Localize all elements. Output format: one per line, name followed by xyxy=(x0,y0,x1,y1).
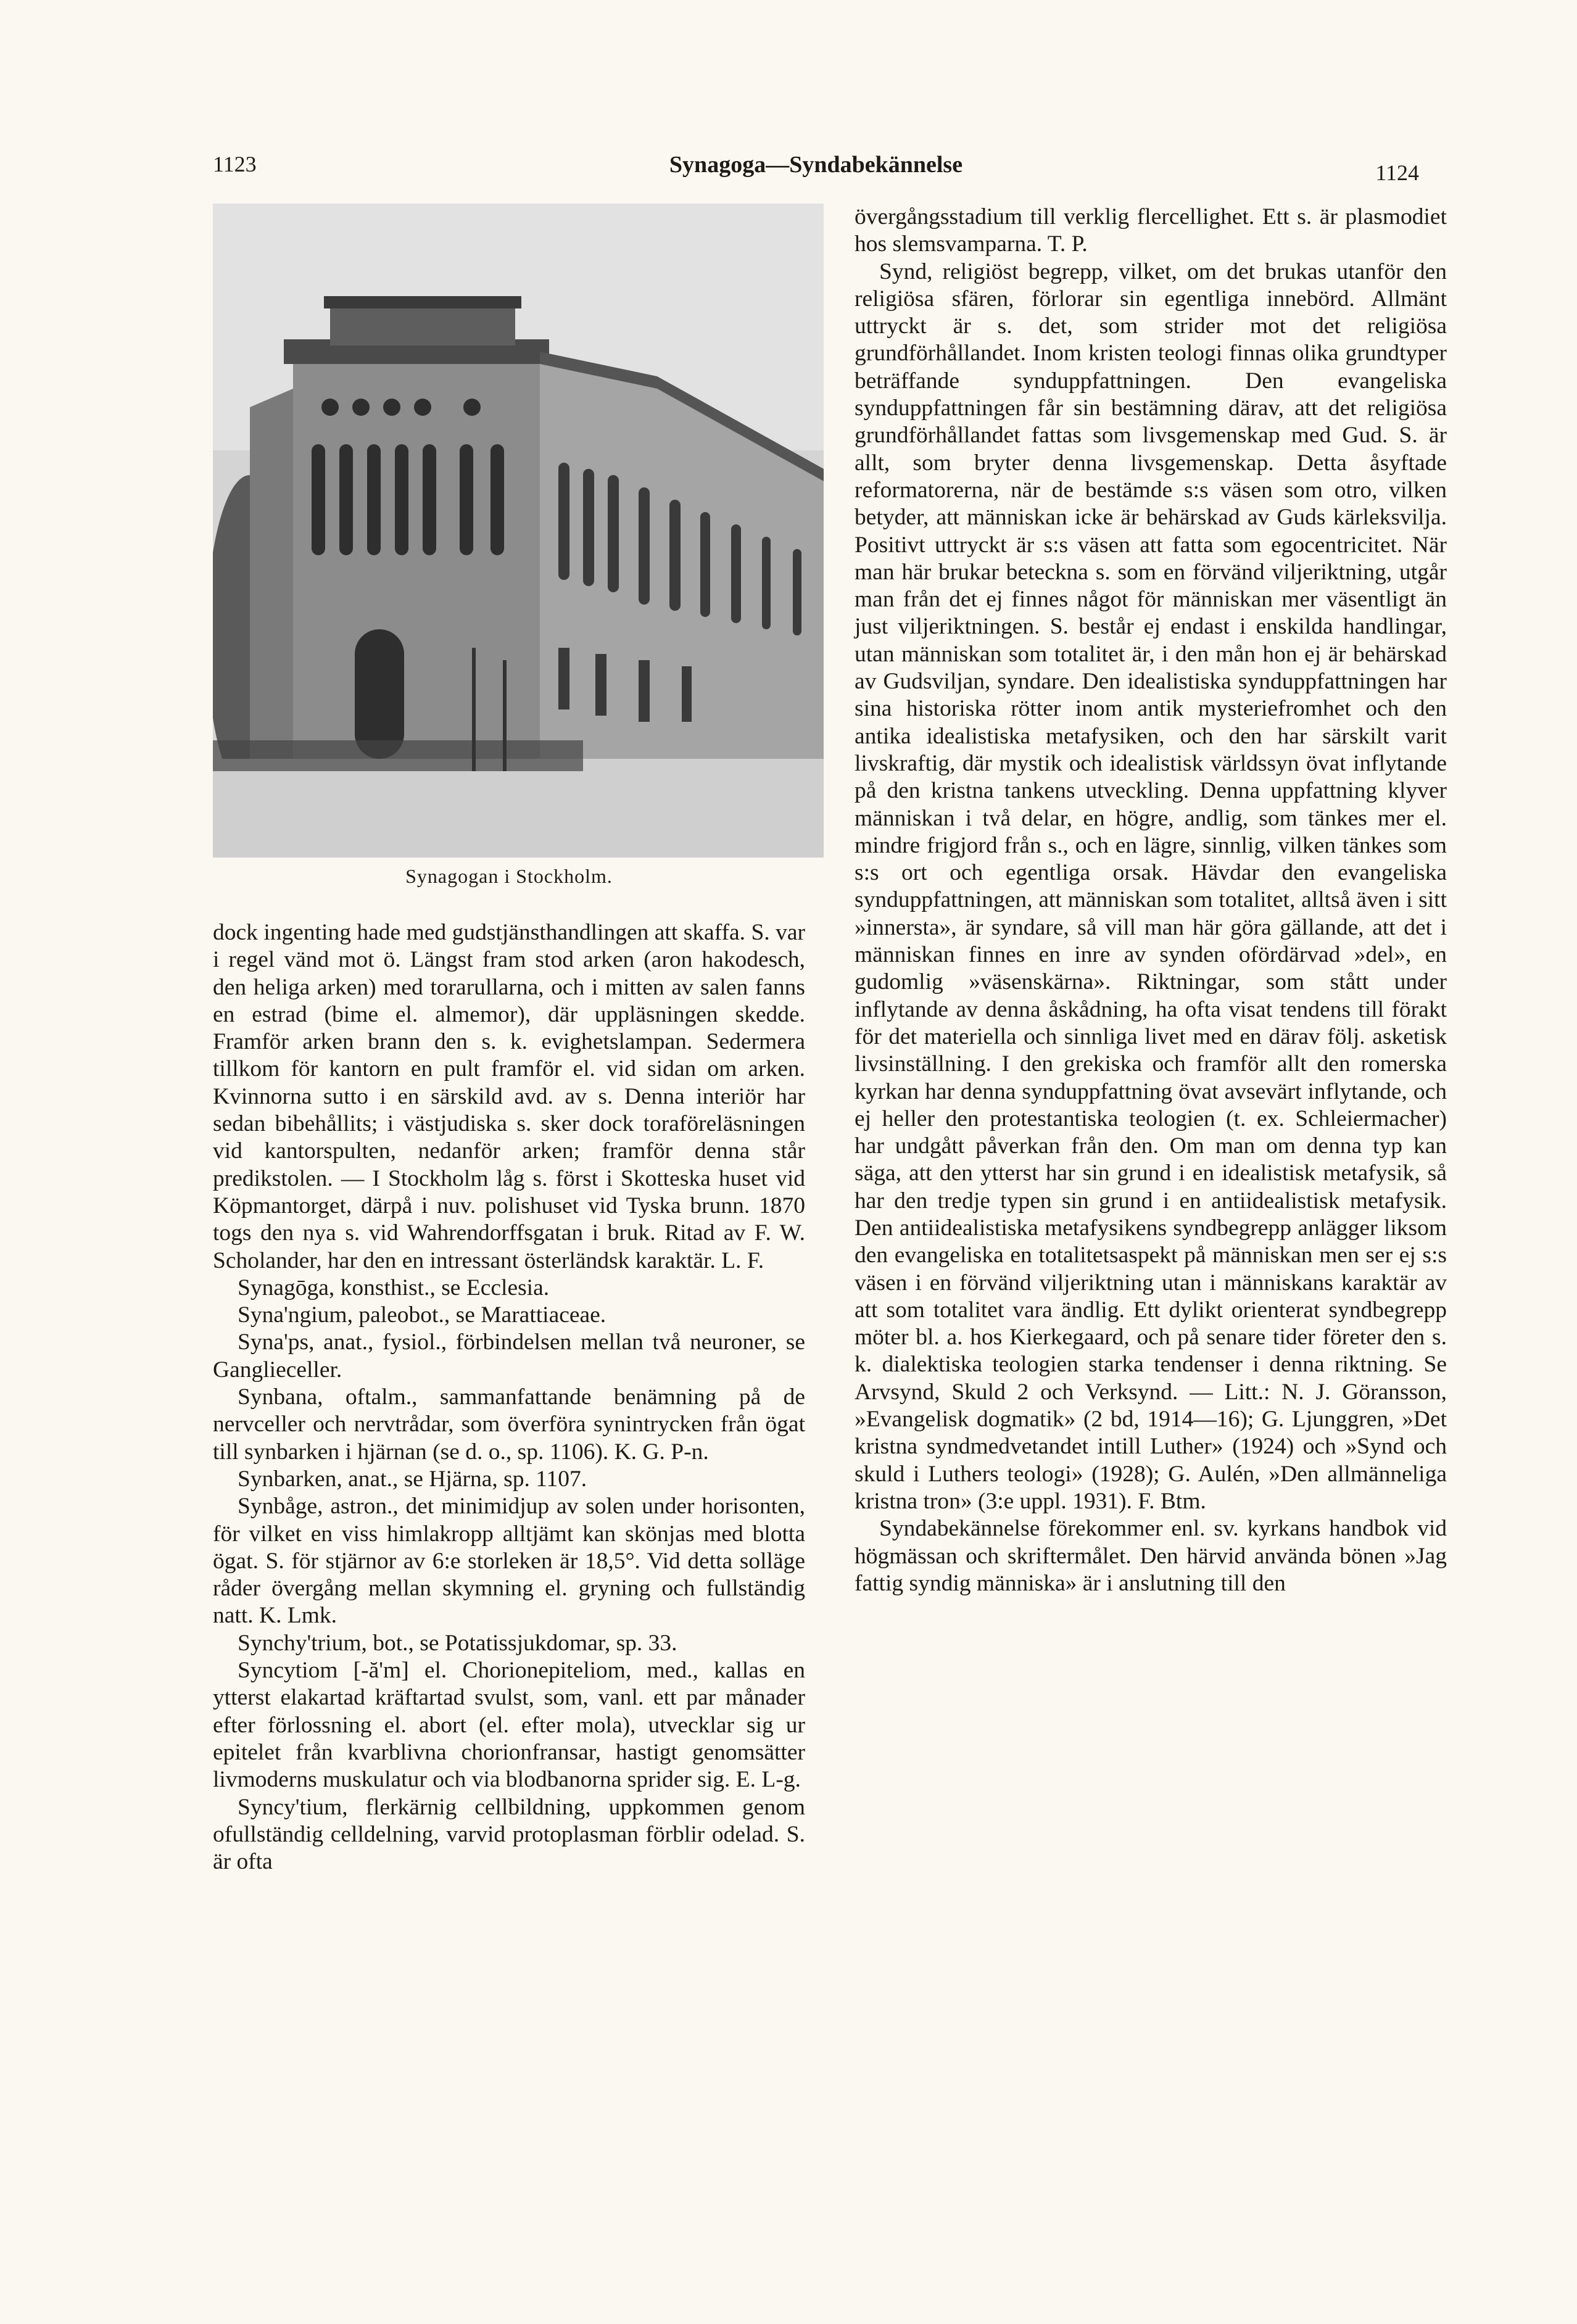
entry-synd: Synd, religiöst begrepp, vilket, om det brukas utanför den religiösa sfären, förlorar sin egentliga innebörd. Allmänt uttryckt är s. det, som strider mot det religiösa grundförhållandet. Inom kristen teologi finnas olika grundtyper beträffande synduppfattningen. Den evangeliska synduppfattningen får sin bestämning därav, att det religiösa grundförhållandet fattas som livsgemenskap med Gud. S. är allt, som bryter denna livsgemenskap. Detta åsyftade reformatorerna, när de bestämde s:s väsen som otro, vilken betyder, att människan icke är behärskad av Guds kärleksvilja. Positivt uttryckt är s:s väsen att fatta som egocentricitet. När man här brukar beteckna s. som en förvänd viljeriktning, utgår man från det ej finnes något för människan mer väsentligt än just viljeriktningen. S. består ej endast i enskilda handlingar, utan människan som totalitet är, i den mån hon ej är behärskad av Gudsviljan, syndare. Den idealistiska synduppfattningen har sina historiska rötter inom antik mysteriefromhet och den antika idealistiska metafysiken, och den har särskilt varit livskraftig, där mystik och idealistisk världssyn övat inflytande på den kristna tankens utveckling. Denna uppfattning klyver människan i två delar, en högre, andlig, som tänkes mer el. mindre frigjord från s., och en lägre, sinnlig, vilken tänkes som s:s ort och egentliga orsak. Hävdar den evangeliska synduppfattningen, att människan som totalitet, alltså även i sitt »innersta», är syndare, så vill man här göra gällande, att det i människan finnes en inre av synden ofördärvad »del», en gudomlig »väsenskärna». Riktningar, som stått under inflytande av denna åskådning, ha ofta visat tendens till förakt för det materiella och sinnliga livet med en därav följ. asketisk livsinställning. I den grekiska och framför allt den romerska kyrkan har denna synduppfattning övat avsevärt inflytande, och ej heller den protestantiska teologien (t. ex. Schleiermacher) har undgått påverkan från den. Om man om denna typ kan säga, att den ytterst har sin grund i en idealistisk metafysik, så har den tredje typen sin grund i en antiidealistisk metafysik. Den antiidealistiska metafysikens syndbegrepp anlägger liksom den evangeliska en totalitetsaspekt på människan men ser ej s:s väsen i en förvänd viljeriktning utan i människans karaktär av att som totalitet vara ändlig. Ett dylikt orienterat syndbegrepp möter bl. a. hos Kierkegaard, och på senare tider företer den s. k. dialektiska teologien starka tendenser i denna riktning. Se Arvsynd, Skuld 2 och Verksynd. — Litt.: N. J. Göransson, »Evangelisk dogmatik» (2 bd, 1914—16); G. Ljunggren, »Det kristna syndmedvetandet intill Luther» (1924) och »Synd och skuld i Luthers teologi» (1928); G. Aulén, »Den allmänneliga kristna tron» (3:e uppl. 1931). F. Btm. xyxy=(855,258,1447,1514)
synagogue-photo xyxy=(213,204,824,858)
entry-syncytiom: Syncytiom [-ă'm] el. Chorionepiteliom, med., kallas en ytterst elakartad kräftartad svulst, som, vanl. ett par månader efter förlossning el. abort (el. efter mola), utvecklar sig ur epitelet från kvarblivna chorionfransar, hastigt genomsätter livmoderns muskulatur och via blodbanorna sprider sig. E. L-g. xyxy=(213,1658,805,1793)
page-number-right: 1124 xyxy=(1375,160,1419,185)
page-header xyxy=(213,151,1419,194)
continued-text: övergångsstadium till verklig flercellighet. Ett s. är plasmodiet hos slemsvamparna. T. P. xyxy=(855,204,1447,257)
entry-syncytium: Syncy'tium, flerkärnig cellbildning, uppkommen genom ofullständig celldelning, varvid protoplasman förblir odelad. S. är ofta xyxy=(213,1794,805,1875)
page-number-left: 1123 xyxy=(213,152,257,176)
running-head: Synagoga—Syndabekännelse xyxy=(669,152,963,178)
entry-synaps: Syna'ps, anat., fysiol., förbindelsen mellan två neuroner, se Ganglieceller. xyxy=(213,1329,805,1383)
entry-syndabekannelse: Syndabekännelse förekommer enl. sv. kyrkans handbok vid högmässan och skriftermålet. Den härvid använda bönen »Jag fattig syndig människa» är i anslutning till den xyxy=(855,1516,1447,1596)
figure-caption: Synagogan i Stockholm. xyxy=(405,865,613,887)
left-column xyxy=(213,204,805,1875)
article-text: dock ingenting hade med gudstjänsthandlingen att skaffa. S. var i regel vänd mot ö. Längst fram stod arken (aron hakodesch, den heliga arken) med torarullarna, och i mitten av salen fanns en estrad (bime el. almemor), där uppläsningen skedde. Framför arken brann den s. k. evighetslampan. Sedermera tillkom för kantorn en pult framför el. vid sidan om arken. Kvinnorna sutto i en särskild avd. av s. Denna interiör har sedan bibehållits; i västjudiska s. sker dock toraföreläsningen vid kantorspulten, nedanför arken; framför denna står predikstolen. — I Stockholm låg s. först i Skotteska huset vid Köpmantorget, därpå i nuv. polishuset vid Tyska brunn. 1870 togs den nya s. vid Wahrendorffsgatan i bruk. Ritad av F. W. Scholander, har den en intressant österländsk karaktär. L. F. xyxy=(213,920,805,1273)
entry-synbarken: Synbarken, anat., se Hjärna, sp. 1107. xyxy=(238,1466,587,1492)
entry-synagoga: Synagōga, konsthist., se Ecclesia. xyxy=(238,1275,550,1301)
right-column xyxy=(855,204,1447,1597)
synagogue-illustration xyxy=(213,204,824,858)
entry-synangium: Syna'ngium, paleobot., se Marattiaceae. xyxy=(238,1302,606,1328)
figure xyxy=(213,204,824,858)
entry-synbage: Synbåge, astron., det minimidjup av solen under horisonten, för vilket en viss himlakropp alltjämt kan skönjas med blotta ögat. S. för stjärnor av 6:e storleken är 18,5°. Vid detta solläge råder övergång mellan skymning el. gryning och fullständig natt. K. Lmk. xyxy=(213,1494,805,1629)
entry-synchytrium: Synchy'trium, bot., se Potatissjukdomar, sp. 33. xyxy=(238,1630,677,1656)
entry-synbana: Synbana, oftalm., sammanfattande benämning på de nervceller och nervtrådar, som överföra synintrycken från ögat till synbarken i hjärnan (se d. o., sp. 1106). K. G. P-n. xyxy=(213,1384,805,1465)
